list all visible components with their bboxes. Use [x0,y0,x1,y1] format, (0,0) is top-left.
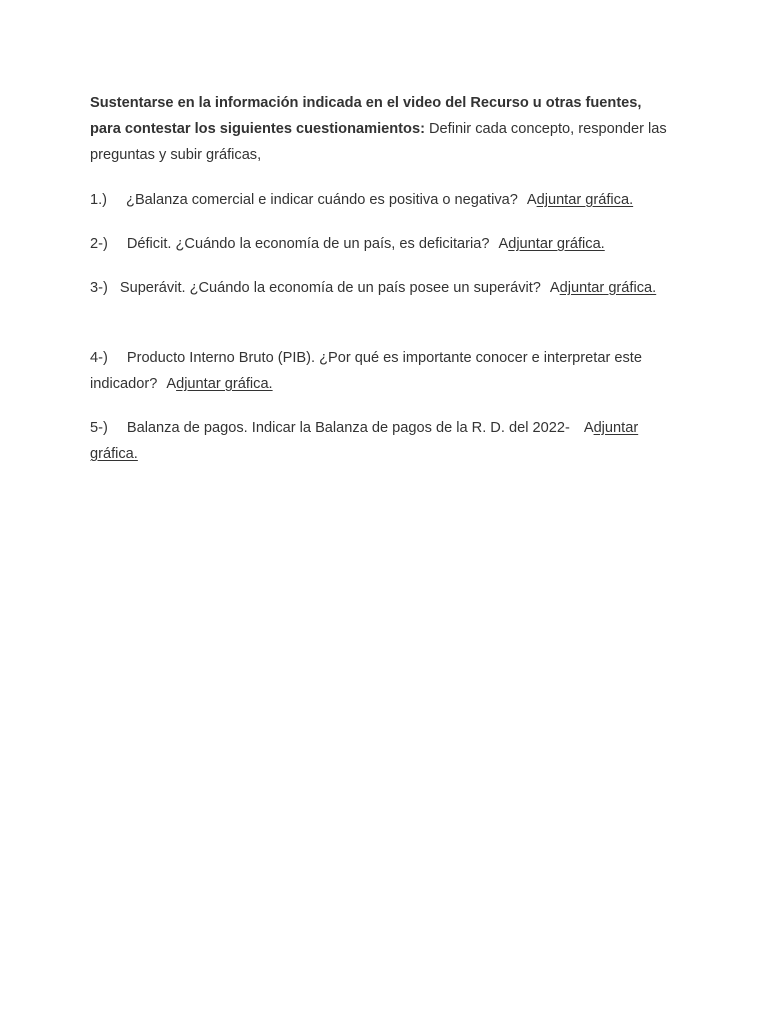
document-page [90,90,670,485]
question-text: Balanza de pagos. Indicar la Balanza de pagos de la R. D. del 2022- [126,420,570,436]
question-4 [90,345,670,397]
attach-prefix: A [583,420,594,436]
question-1 [90,187,670,213]
question-text: Déficit. ¿Cuándo la economía de un país, es deficitaria? [126,236,490,252]
intro-paragraph [90,90,670,168]
question-5 [90,415,670,467]
question-number: 4-) [90,350,108,366]
question-2 [90,231,670,257]
question-number: 2-) [90,236,108,252]
question-number: 1.) [90,192,108,208]
question-text: ¿Balanza comercial e indicar cuándo es positiva o negativa? [126,192,518,208]
attach-graph-link[interactable]: djuntar gráfica. [508,236,605,252]
attach-prefix: A [166,376,177,392]
attach-graph-link[interactable]: djuntar gráfica. [90,420,639,462]
attach-prefix: A [526,192,537,208]
question-text: Producto Interno Bruto (PIB). ¿Por qué es importante conocer e interpretar este indicador? [90,350,642,392]
question-3 [90,275,670,301]
question-text: Superávit. ¿Cuándo la economía de un país posee un superávit? [119,280,541,296]
attach-graph-link[interactable]: djuntar gráfica. [559,280,657,296]
intro-rest-text: Definir cada concepto, responder las preguntas y subir gráficas, [90,121,667,163]
attach-prefix: A [549,280,560,296]
intro-bold-text: Sustentarse en la información indicada en el video del Recurso u otras fuentes, para contestar los siguientes cuestionamientos: [90,95,642,137]
question-number: 5-) [90,420,108,436]
attach-graph-link[interactable]: djuntar gráfica. [536,192,634,208]
attach-prefix: A [498,236,509,252]
question-number: 3-) [90,280,108,296]
attach-graph-link[interactable]: djuntar gráfica. [176,376,273,392]
